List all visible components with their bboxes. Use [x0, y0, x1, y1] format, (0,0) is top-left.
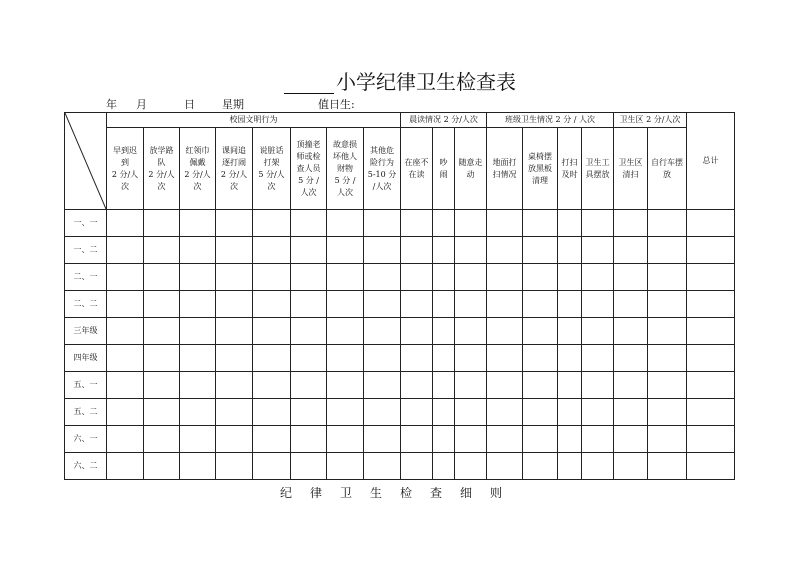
entry-cell[interactable] — [455, 318, 487, 345]
entry-cell[interactable] — [107, 453, 144, 480]
entry-cell[interactable] — [253, 237, 291, 264]
entry-cell[interactable] — [401, 372, 433, 399]
entry-cell[interactable] — [433, 264, 455, 291]
entry-cell[interactable] — [433, 237, 455, 264]
school-name-blank[interactable] — [284, 75, 334, 94]
column-header: 自行车摆放 — [648, 128, 687, 210]
entry-cell[interactable] — [291, 264, 327, 291]
entry-cell[interactable] — [523, 453, 558, 480]
entry-cell[interactable] — [687, 318, 735, 345]
entry-cell[interactable] — [648, 264, 687, 291]
entry-cell[interactable] — [144, 318, 180, 345]
entry-cell[interactable] — [648, 372, 687, 399]
entry-cell[interactable] — [144, 399, 180, 426]
entry-cell[interactable] — [144, 345, 180, 372]
entry-cell[interactable] — [291, 453, 327, 480]
entry-cell[interactable] — [487, 426, 523, 453]
entry-cell[interactable] — [291, 399, 327, 426]
entry-cell[interactable] — [433, 453, 455, 480]
entry-cell[interactable] — [523, 264, 558, 291]
entry-cell[interactable] — [433, 399, 455, 426]
entry-cell[interactable] — [558, 291, 582, 318]
column-header: 卫生区清扫 — [614, 128, 648, 210]
corner-cell — [65, 113, 107, 210]
entry-cell[interactable] — [523, 318, 558, 345]
column-header: 地面打扫情况 — [487, 128, 523, 210]
entry-cell[interactable] — [144, 291, 180, 318]
entry-cell[interactable] — [107, 291, 144, 318]
entry-cell[interactable] — [107, 426, 144, 453]
entry-cell[interactable] — [180, 291, 216, 318]
entry-cell[interactable] — [216, 264, 253, 291]
entry-cell[interactable] — [144, 453, 180, 480]
total-header: 总计 — [687, 113, 735, 210]
entry-cell[interactable] — [433, 345, 455, 372]
table-row — [65, 264, 735, 291]
entry-cell[interactable] — [364, 345, 401, 372]
entry-cell[interactable] — [144, 426, 180, 453]
entry-cell[interactable] — [291, 291, 327, 318]
table-row — [65, 237, 735, 264]
entry-cell[interactable] — [487, 264, 523, 291]
entry-cell[interactable] — [291, 426, 327, 453]
entry-cell[interactable] — [327, 291, 364, 318]
entry-cell[interactable] — [687, 453, 735, 480]
entry-cell[interactable] — [291, 372, 327, 399]
entry-cell[interactable] — [523, 291, 558, 318]
entry-cell[interactable] — [455, 372, 487, 399]
entry-cell[interactable] — [327, 237, 364, 264]
entry-cell[interactable] — [687, 372, 735, 399]
entry-cell[interactable] — [582, 453, 614, 480]
entry-cell[interactable] — [614, 345, 648, 372]
table-row — [65, 426, 735, 453]
row-label: 一、二 — [65, 237, 107, 264]
group-header: 卫生区 2 分/人次 — [614, 113, 687, 128]
column-header: 说脏话打架 5 分/人次 — [253, 128, 291, 210]
group-header: 班级卫生情况 2 分 / 人次 — [487, 113, 614, 128]
column-header: 课间追逐打闹 2 分/人次 — [216, 128, 253, 210]
entry-cell[interactable] — [687, 345, 735, 372]
entry-cell[interactable] — [291, 237, 327, 264]
entry-cell[interactable] — [180, 345, 216, 372]
entry-cell[interactable] — [180, 372, 216, 399]
entry-cell[interactable] — [364, 453, 401, 480]
entry-cell[interactable] — [433, 372, 455, 399]
entry-cell[interactable] — [291, 345, 327, 372]
weekday-label: 星期 — [222, 98, 244, 111]
group-header: 晨读情况 2 分/人次 — [401, 113, 487, 128]
entry-cell[interactable] — [364, 399, 401, 426]
entry-cell[interactable] — [582, 264, 614, 291]
entry-cell[interactable] — [582, 345, 614, 372]
entry-cell[interactable] — [487, 399, 523, 426]
entry-cell[interactable] — [455, 399, 487, 426]
entry-cell[interactable] — [253, 345, 291, 372]
entry-cell[interactable] — [180, 453, 216, 480]
entry-cell[interactable] — [291, 210, 327, 237]
table-row — [65, 372, 735, 399]
column-header: 打扫及时 — [558, 128, 582, 210]
entry-cell[interactable] — [253, 453, 291, 480]
entry-cell[interactable] — [327, 264, 364, 291]
entry-cell[interactable] — [582, 210, 614, 237]
entry-cell[interactable] — [523, 345, 558, 372]
entry-cell[interactable] — [614, 399, 648, 426]
entry-cell[interactable] — [455, 453, 487, 480]
entry-cell[interactable] — [180, 237, 216, 264]
column-header: 红领巾佩戴 2 分/人次 — [180, 128, 216, 210]
entry-cell[interactable] — [523, 399, 558, 426]
entry-cell[interactable] — [180, 264, 216, 291]
entry-cell[interactable] — [401, 291, 433, 318]
entry-cell[interactable] — [253, 426, 291, 453]
entry-cell[interactable] — [614, 291, 648, 318]
entry-cell[interactable] — [401, 426, 433, 453]
entry-cell[interactable] — [582, 372, 614, 399]
entry-cell[interactable] — [144, 372, 180, 399]
entry-cell[interactable] — [216, 453, 253, 480]
entry-cell[interactable] — [558, 345, 582, 372]
duty-label: 值日生: — [318, 98, 355, 111]
entry-cell[interactable] — [614, 264, 648, 291]
entry-cell[interactable] — [487, 291, 523, 318]
entry-cell[interactable] — [364, 372, 401, 399]
entry-cell[interactable] — [648, 453, 687, 480]
entry-cell[interactable] — [433, 291, 455, 318]
entry-cell[interactable] — [327, 399, 364, 426]
footer-heading: 纪律卫生检查细则 — [279, 486, 520, 500]
entry-cell[interactable] — [180, 399, 216, 426]
entry-cell[interactable] — [455, 210, 487, 237]
column-header: 吵闹 — [433, 128, 455, 210]
entry-cell[interactable] — [687, 210, 735, 237]
entry-cell[interactable] — [487, 372, 523, 399]
entry-cell[interactable] — [216, 237, 253, 264]
entry-cell[interactable] — [327, 426, 364, 453]
entry-cell[interactable] — [364, 237, 401, 264]
entry-cell[interactable] — [523, 237, 558, 264]
entry-cell[interactable] — [107, 237, 144, 264]
entry-cell[interactable] — [558, 210, 582, 237]
entry-cell[interactable] — [433, 318, 455, 345]
entry-cell[interactable] — [253, 399, 291, 426]
entry-cell[interactable] — [648, 291, 687, 318]
entry-cell[interactable] — [614, 237, 648, 264]
entry-cell[interactable] — [455, 264, 487, 291]
entry-cell[interactable] — [648, 426, 687, 453]
entry-cell[interactable] — [582, 291, 614, 318]
row-label: 五、一 — [65, 372, 107, 399]
entry-cell[interactable] — [216, 426, 253, 453]
table-row — [65, 399, 735, 426]
column-header: 其他危险行为 5-10 分 /人次 — [364, 128, 401, 210]
entry-cell[interactable] — [107, 318, 144, 345]
entry-cell[interactable] — [433, 210, 455, 237]
entry-cell[interactable] — [216, 399, 253, 426]
corner-diagonal — [65, 113, 106, 209]
entry-cell[interactable] — [614, 426, 648, 453]
entry-cell[interactable] — [614, 372, 648, 399]
entry-cell[interactable] — [455, 426, 487, 453]
entry-cell[interactable] — [687, 237, 735, 264]
entry-cell[interactable] — [558, 237, 582, 264]
entry-cell[interactable] — [487, 210, 523, 237]
entry-cell[interactable] — [648, 345, 687, 372]
entry-cell[interactable] — [558, 426, 582, 453]
entry-cell[interactable] — [401, 453, 433, 480]
row-label: 五、二 — [65, 399, 107, 426]
entry-cell[interactable] — [401, 399, 433, 426]
row-label: 三年级 — [65, 318, 107, 345]
entry-cell[interactable] — [327, 210, 364, 237]
entry-cell[interactable] — [253, 291, 291, 318]
row-label: 一、一 — [65, 210, 107, 237]
row-label: 四年级 — [65, 345, 107, 372]
entry-cell[interactable] — [558, 453, 582, 480]
entry-cell[interactable] — [216, 210, 253, 237]
entry-cell[interactable] — [253, 318, 291, 345]
entry-cell[interactable] — [253, 264, 291, 291]
inspection-table — [64, 112, 735, 480]
column-header: 卫生工具摆放 — [582, 128, 614, 210]
entry-cell[interactable] — [687, 426, 735, 453]
column-header: 放学路队 2 分/人次 — [144, 128, 180, 210]
group-header: 校园文明行为 — [107, 113, 401, 128]
entry-cell[interactable] — [614, 210, 648, 237]
column-header: 早到迟到 2 分/人次 — [107, 128, 144, 210]
entry-cell[interactable] — [364, 318, 401, 345]
entry-cell[interactable] — [364, 210, 401, 237]
entry-cell[interactable] — [291, 318, 327, 345]
entry-cell[interactable] — [180, 426, 216, 453]
entry-cell[interactable] — [648, 210, 687, 237]
entry-cell[interactable] — [558, 372, 582, 399]
entry-cell[interactable] — [107, 210, 144, 237]
entry-cell[interactable] — [144, 264, 180, 291]
entry-cell[interactable] — [401, 318, 433, 345]
entry-cell[interactable] — [180, 318, 216, 345]
entry-cell[interactable] — [558, 264, 582, 291]
entry-cell[interactable] — [107, 264, 144, 291]
entry-cell[interactable] — [487, 453, 523, 480]
title-text: 小学纪律卫生检查表 — [336, 70, 516, 94]
table-row — [65, 291, 735, 318]
entry-cell[interactable] — [487, 237, 523, 264]
entry-cell[interactable] — [216, 372, 253, 399]
entry-cell[interactable] — [180, 210, 216, 237]
column-header: 随意走动 — [455, 128, 487, 210]
entry-cell[interactable] — [253, 372, 291, 399]
entry-cell[interactable] — [687, 291, 735, 318]
column-header-row — [65, 128, 735, 210]
entry-cell[interactable] — [523, 426, 558, 453]
column-header: 桌椅摆放黑板清理 — [523, 128, 558, 210]
entry-cell[interactable] — [327, 318, 364, 345]
row-label: 六、二 — [65, 453, 107, 480]
table-row — [65, 345, 735, 372]
entry-cell[interactable] — [364, 264, 401, 291]
month-label: 月 — [136, 98, 147, 111]
row-label: 二、二 — [65, 291, 107, 318]
entry-cell[interactable] — [648, 399, 687, 426]
entry-cell[interactable] — [558, 318, 582, 345]
entry-cell[interactable] — [687, 399, 735, 426]
entry-cell[interactable] — [216, 318, 253, 345]
table-row — [65, 210, 735, 237]
entry-cell[interactable] — [401, 210, 433, 237]
year-label: 年 — [106, 98, 117, 111]
entry-cell[interactable] — [327, 372, 364, 399]
row-label: 二、一 — [65, 264, 107, 291]
entry-cell[interactable] — [487, 318, 523, 345]
entry-cell[interactable] — [253, 210, 291, 237]
entry-cell[interactable] — [401, 345, 433, 372]
entry-cell[interactable] — [327, 453, 364, 480]
entry-cell[interactable] — [216, 345, 253, 372]
entry-cell[interactable] — [558, 399, 582, 426]
entry-cell[interactable] — [523, 210, 558, 237]
column-header: 顶撞老师或检查人员 5 分 / 人次 — [291, 128, 327, 210]
entry-cell[interactable] — [455, 291, 487, 318]
column-header: 在座不在读 — [401, 128, 433, 210]
entry-cell[interactable] — [582, 237, 614, 264]
entry-cell[interactable] — [523, 372, 558, 399]
entry-cell[interactable] — [433, 426, 455, 453]
entry-cell[interactable] — [687, 264, 735, 291]
entry-cell[interactable] — [401, 264, 433, 291]
entry-cell[interactable] — [648, 237, 687, 264]
group-header-row — [65, 113, 735, 128]
day-label: 日 — [184, 98, 195, 111]
entry-cell[interactable] — [582, 318, 614, 345]
entry-cell[interactable] — [364, 426, 401, 453]
entry-cell[interactable] — [216, 291, 253, 318]
entry-cell[interactable] — [487, 345, 523, 372]
page-title — [0, 70, 800, 94]
entry-cell[interactable] — [455, 237, 487, 264]
table-row — [65, 318, 735, 345]
entry-cell[interactable] — [107, 399, 144, 426]
entry-cell[interactable] — [648, 318, 687, 345]
entry-cell[interactable] — [364, 291, 401, 318]
entry-cell[interactable] — [614, 318, 648, 345]
entry-cell[interactable] — [144, 237, 180, 264]
entry-cell[interactable] — [107, 345, 144, 372]
column-header: 故意损坏他人财物 5 分 / 人次 — [327, 128, 364, 210]
table-row — [65, 453, 735, 480]
entry-cell[interactable] — [582, 426, 614, 453]
entry-cell[interactable] — [401, 237, 433, 264]
row-label: 六、一 — [65, 426, 107, 453]
entry-cell[interactable] — [107, 372, 144, 399]
entry-cell[interactable] — [327, 345, 364, 372]
entry-cell[interactable] — [582, 399, 614, 426]
entry-cell[interactable] — [614, 453, 648, 480]
entry-cell[interactable] — [455, 345, 487, 372]
entry-cell[interactable] — [144, 210, 180, 237]
